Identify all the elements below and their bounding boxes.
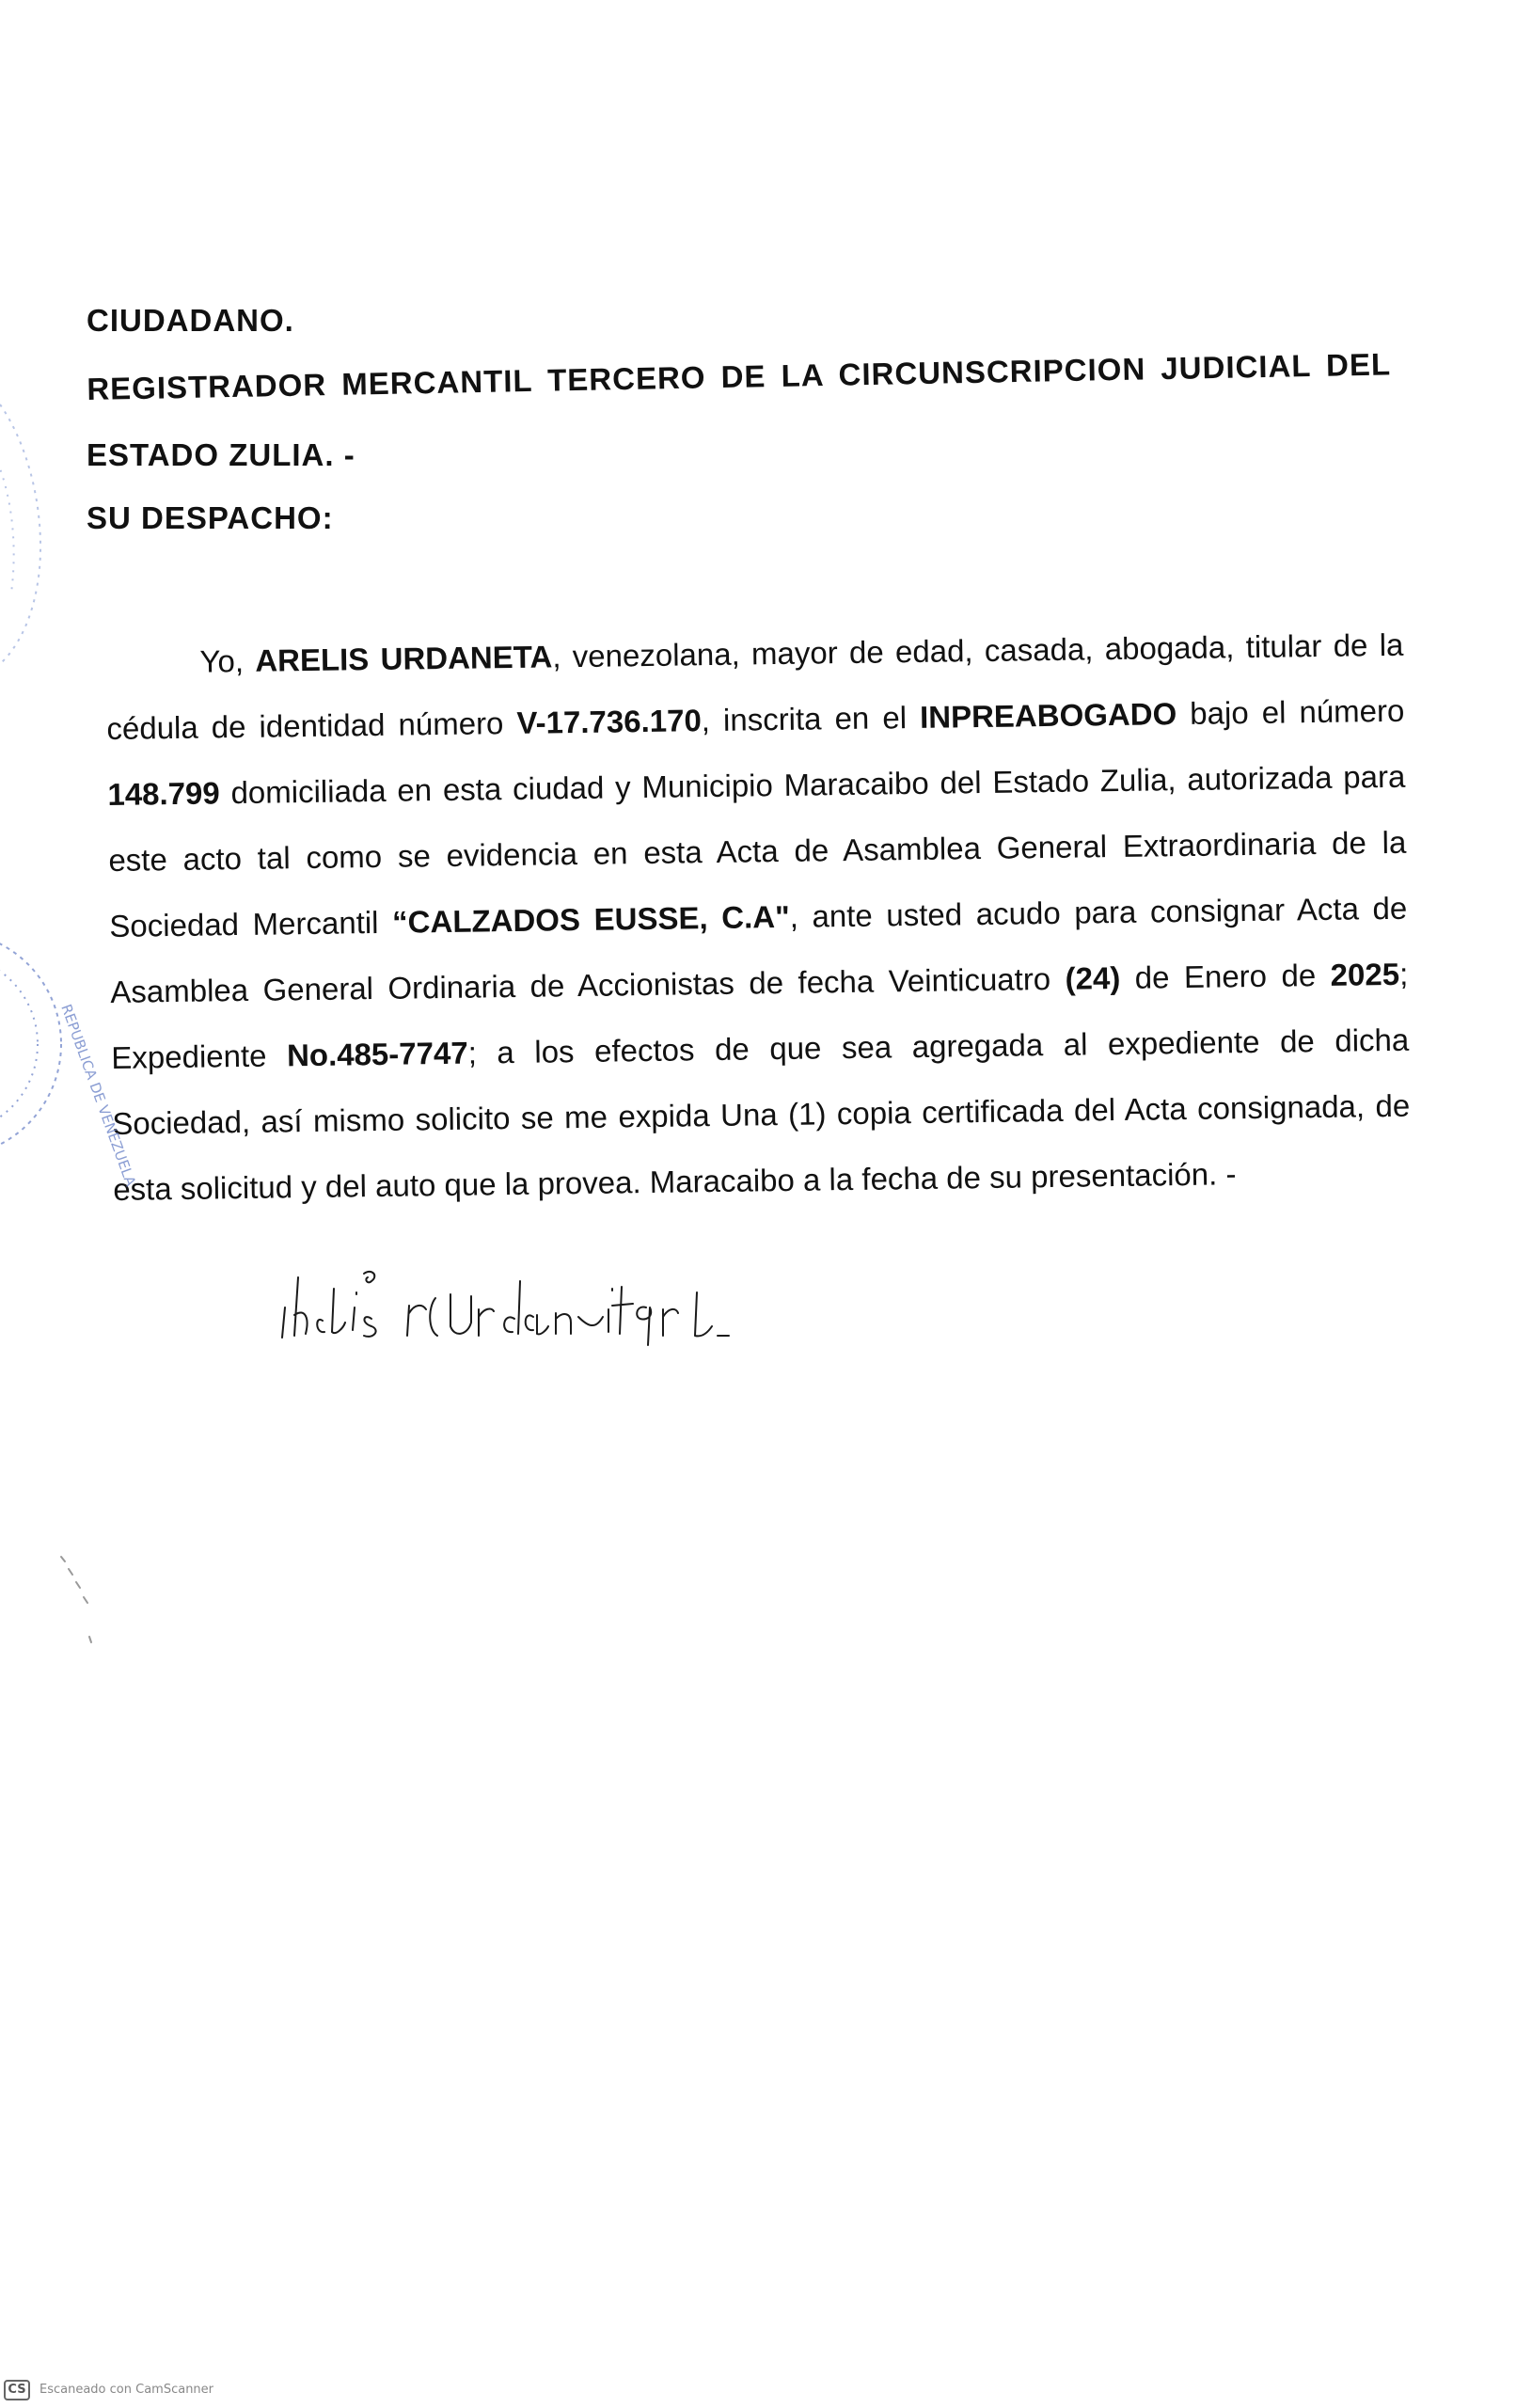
body-text: domiciliada en esta ciudad y Municipio Maracaibo del Estado Zulia, autorizada para este acto tal como se evidencia en esta Acta de Asamblea General Extraordinaria de la Sociedad Mercantil: [108, 758, 1407, 943]
request-paragraph: [105, 612, 1412, 1223]
body-text: ; Expediente: [111, 956, 1409, 1075]
date-year: 2025: [1330, 956, 1400, 992]
bar-registry: INPREABOGADO: [919, 696, 1177, 735]
company-name: “CALZADOS EUSSE, C.A": [391, 898, 790, 940]
official-stamp: [0, 903, 140, 1189]
stamp-text: REPUBLICA DE VENEZUELA: [57, 1002, 140, 1189]
body-text: bajo el número: [1176, 692, 1405, 732]
body-text: , venezolana, mayor de edad, casada, abogada, titular de la cédula de identidad número: [106, 626, 1404, 746]
handwritten-signature: [277, 1260, 766, 1345]
body-text: ; a los efectos de que sea agregada al expediente de dicha Sociedad, así mismo solicito se me expida Una (1) copia certificada del Acta consignada, de esta solicitud y del auto que la provea. Maracaibo a la fecha de su presentación. -: [112, 1022, 1411, 1207]
applicant-name: ARELIS URDANETA: [255, 639, 553, 678]
date-day: (24): [1065, 959, 1121, 996]
body-text: , inscrita en el: [701, 699, 921, 738]
request-body: [105, 612, 1412, 1223]
state-line: ESTADO ZULIA. -: [87, 437, 355, 472]
id-number: V-17.736.170: [516, 703, 703, 740]
camscanner-logo: CS: [4, 2380, 30, 2400]
body-text: , ante usted acudo para consignar Acta de Asamblea General Ordinaria de Accionistas de fecha Veinticuatro: [110, 890, 1408, 1009]
registrar-line: REGISTRADOR MERCANTIL TERCERO DE LA CIRCUNSCRIPCION JUDICIAL DEL: [87, 346, 1392, 406]
stamp-fragment: [0, 395, 66, 677]
bar-number: 148.799: [107, 775, 220, 812]
office-line: SU DESPACHO:: [87, 500, 334, 535]
addressee-title: CIUDADANO.: [87, 303, 294, 338]
body-text: de Enero de: [1120, 957, 1331, 995]
scan-marks: [52, 1552, 108, 1665]
scanner-footer: Escaneado con CamScanner: [39, 2383, 214, 2397]
file-number: No.485-7747: [286, 1035, 468, 1073]
body-text: Yo,: [199, 642, 256, 679]
